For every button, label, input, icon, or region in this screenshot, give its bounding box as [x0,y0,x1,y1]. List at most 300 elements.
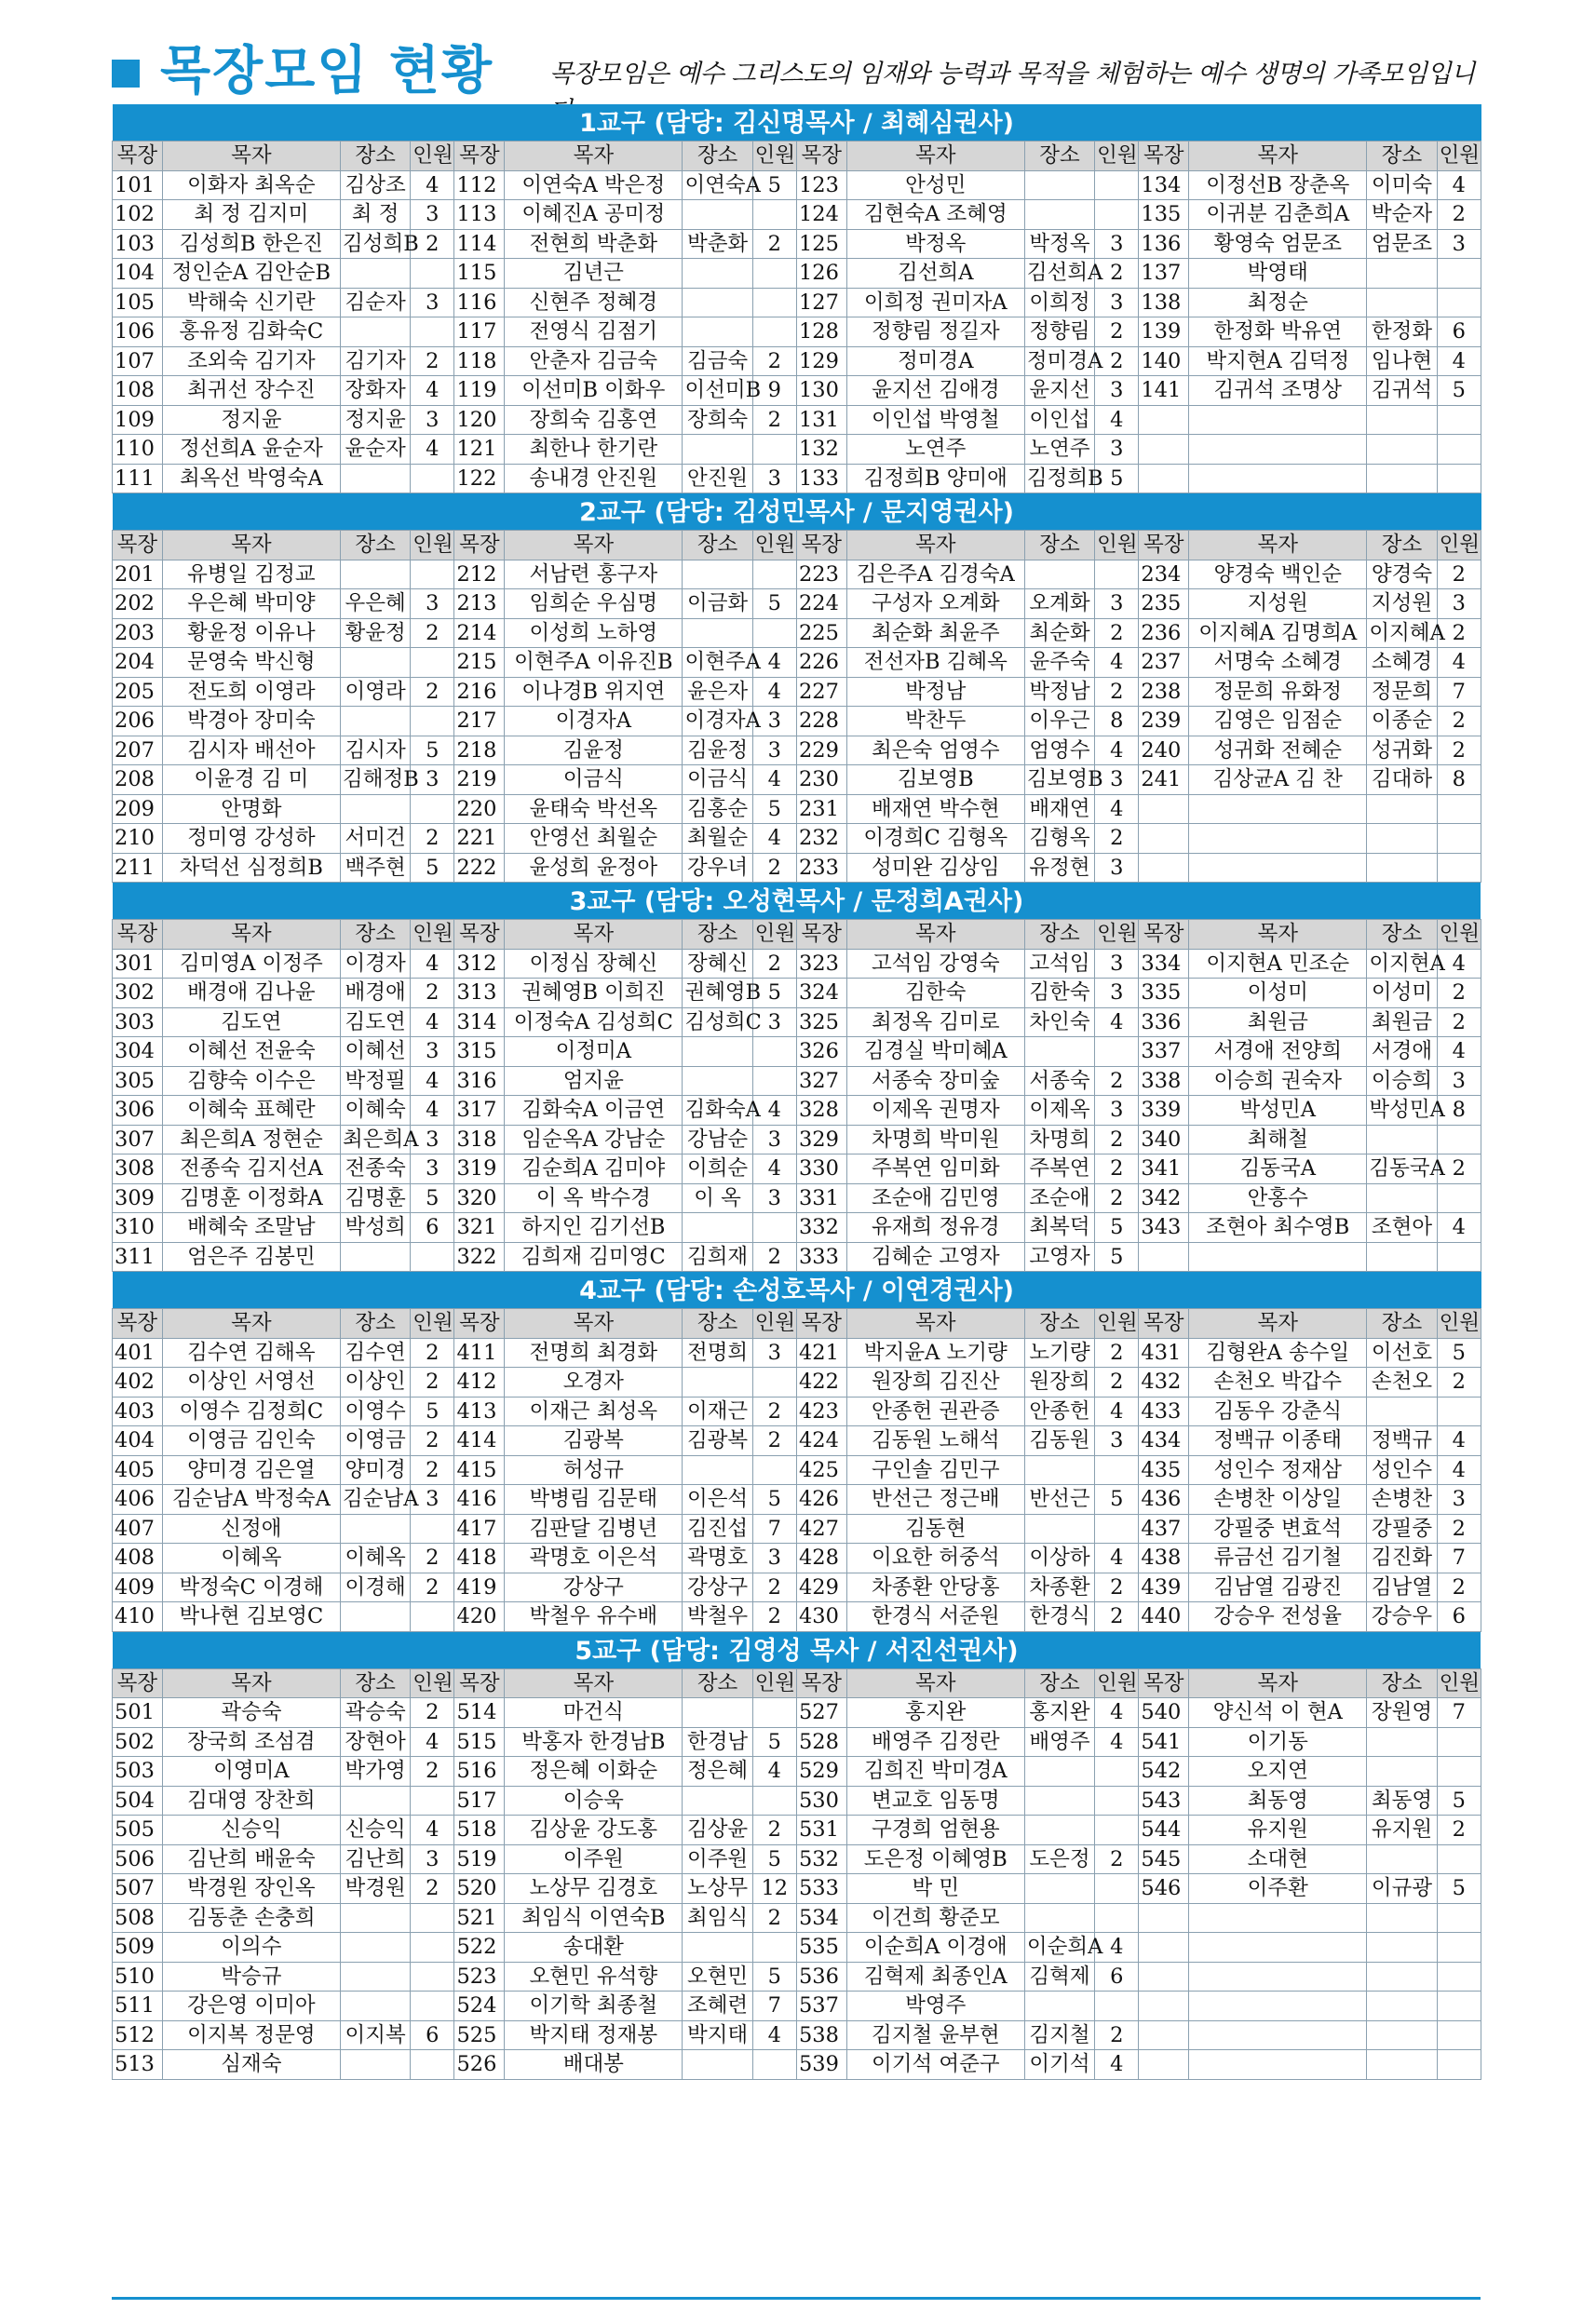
meeting-place: 김희재 [683,1242,752,1272]
leader-names [1189,1242,1367,1272]
leader-names: 전영식 김점기 [505,317,683,347]
member-count: 3 [411,589,454,619]
group-number: 205 [113,677,163,707]
column-header: 장소 [683,1668,752,1698]
leader-names: 김화숙A 이금연 [505,1096,683,1126]
leader-names: 이요한 허중석 [846,1544,1024,1573]
group-number: 138 [1139,288,1189,317]
table-row [113,1844,1481,1874]
meeting-place: 최월순 [683,824,752,854]
group-number: 506 [113,1844,163,1874]
meeting-place: 이혜선 [340,1037,410,1067]
column-header: 장소 [1367,1668,1437,1698]
meeting-place: 엄영수 [1024,736,1094,765]
column-header: 목자 [162,142,340,171]
meeting-place [683,1786,752,1816]
member-count: 5 [752,170,796,200]
member-count: 2 [1095,1844,1139,1874]
leader-names: 마건식 [505,1698,683,1728]
table-row [113,317,1481,347]
meeting-place: 김선희A [1024,259,1094,289]
column-header: 장소 [1024,1309,1094,1339]
meeting-place: 이금식 [683,765,752,795]
leader-names: 황윤정 이유나 [162,618,340,648]
column-header: 목장 [113,1668,163,1698]
group-number: 206 [113,707,163,736]
leader-names: 이영수 김정희C [162,1397,340,1426]
table-row [113,170,1481,200]
leader-names: 김향숙 이수은 [162,1066,340,1096]
group-number: 108 [113,376,163,406]
meeting-place [340,1786,410,1816]
column-header: 목자 [505,1309,683,1339]
meeting-place: 성귀화 [1367,736,1437,765]
meeting-place: 김기자 [340,346,410,376]
member-count [1437,2020,1481,2050]
member-count: 2 [752,1397,796,1426]
member-count: 3 [1095,376,1139,406]
meeting-place: 원장희 [1024,1368,1094,1398]
meeting-place: 박순자 [1367,200,1437,230]
leader-names: 황영숙 엄문조 [1189,229,1367,259]
leader-names: 김년근 [505,259,683,289]
table-row [113,200,1481,230]
leader-names: 김형완A 송수일 [1189,1338,1367,1368]
group-number: 538 [796,2020,846,2050]
member-count: 2 [1437,560,1481,589]
leader-names: 최원금 [1189,1007,1367,1037]
leader-names: 이귀분 김춘희A [1189,200,1367,230]
meeting-place [1024,560,1094,589]
group-number: 233 [796,853,846,883]
member-count: 3 [1095,1096,1139,1126]
table-row [113,288,1481,317]
table-row [113,1066,1481,1096]
column-header: 장소 [340,531,410,560]
leader-names [1189,2050,1367,2080]
leader-names: 하지인 김기선B [505,1213,683,1243]
leader-names: 신승익 [162,1816,340,1845]
leader-names: 이승희 권숙자 [1189,1066,1367,1096]
meeting-place: 이상하 [1024,1544,1094,1573]
column-header: 목자 [505,1668,683,1698]
meeting-place [340,1933,410,1963]
table-row [113,618,1481,648]
meeting-place: 이제옥 [1024,1096,1094,1126]
column-header: 목장 [454,1309,505,1339]
leader-names: 이혜진A 공미정 [505,200,683,230]
group-number: 439 [1139,1573,1189,1602]
group-number: 338 [1139,1066,1189,1096]
meeting-place: 이희순 [683,1154,752,1184]
table-row [113,824,1481,854]
meeting-place: 김상조 [340,170,410,200]
group-number: 532 [796,1844,846,1874]
group-number: 323 [796,949,846,979]
member-count: 4 [411,949,454,979]
group-number: 414 [454,1426,505,1456]
leader-names: 김희진 박미경A [846,1757,1024,1787]
table-row [113,677,1481,707]
group-number: 117 [454,317,505,347]
member-count: 4 [1437,1455,1481,1485]
meeting-place: 이성미 [1367,979,1437,1008]
member-count: 3 [752,1125,796,1154]
member-count [1095,1514,1139,1544]
member-count: 4 [411,1007,454,1037]
group-number: 234 [1139,560,1189,589]
group-number: 103 [113,229,163,259]
column-header: 목장 [1139,920,1189,950]
member-count [1437,853,1481,883]
meeting-place [1367,464,1437,493]
member-count: 2 [1095,677,1139,707]
meeting-place: 주복연 [1024,1154,1094,1184]
meeting-place: 이 옥 [683,1183,752,1213]
member-count [752,259,796,289]
leader-names: 신정애 [162,1514,340,1544]
meeting-place: 안진원 [683,464,752,493]
member-count: 3 [752,1183,796,1213]
group-number [1139,1962,1189,1992]
group-number: 225 [796,618,846,648]
meeting-place: 윤순자 [340,435,410,465]
member-count: 3 [411,765,454,795]
leader-names: 안종헌 권관증 [846,1397,1024,1426]
group-number: 331 [796,1183,846,1213]
column-header: 목자 [162,1309,340,1339]
member-count: 4 [1437,1213,1481,1243]
group-number: 316 [454,1066,505,1096]
group-number: 226 [796,648,846,678]
member-count: 3 [1095,949,1139,979]
leader-names: 박나현 김보영C [162,1602,340,1632]
group-number: 241 [1139,765,1189,795]
meeting-place [1367,1962,1437,1992]
group-number: 128 [796,317,846,347]
leader-names: 배경애 김나윤 [162,979,340,1008]
group-number: 533 [796,1874,846,1904]
member-count [1095,1903,1139,1933]
column-header: 장소 [1367,1309,1437,1339]
meeting-place: 이현주A [683,648,752,678]
meeting-place [340,1242,410,1272]
group-number: 503 [113,1757,163,1787]
member-count: 3 [1437,1485,1481,1515]
column-header: 인원 [1437,1309,1481,1339]
meeting-place: 김보영B [1024,765,1094,795]
meeting-place: 이희정 [1024,288,1094,317]
meeting-place [1367,1242,1437,1272]
leader-names: 한정화 박유연 [1189,317,1367,347]
meeting-place: 김한숙 [1024,979,1094,1008]
member-count [1437,1125,1481,1154]
leader-names [1189,794,1367,824]
member-count: 2 [1437,979,1481,1008]
meeting-place: 황윤정 [340,618,410,648]
meeting-place: 정백규 [1367,1426,1437,1456]
leader-names: 장희숙 김홍연 [505,405,683,435]
group-number: 340 [1139,1125,1189,1154]
leader-names: 최옥선 박영숙A [162,464,340,493]
table-row [113,1933,1481,1963]
leader-names: 이주환 [1189,1874,1367,1904]
member-count: 2 [752,1242,796,1272]
member-count: 2 [1437,736,1481,765]
group-number: 230 [796,765,846,795]
leader-names: 차덕선 심정희B [162,853,340,883]
group-number: 309 [113,1183,163,1213]
group-number: 509 [113,1933,163,1963]
meeting-place: 이지혜A [1367,618,1437,648]
member-count: 4 [752,1757,796,1787]
group-number [1139,435,1189,465]
member-count [1437,259,1481,289]
meeting-place: 반선근 [1024,1485,1094,1515]
group-number: 539 [796,2050,846,2080]
column-header: 장소 [340,1668,410,1698]
group-number: 315 [454,1037,505,1067]
leader-names: 송대환 [505,1933,683,1963]
group-number: 129 [796,346,846,376]
group-number: 201 [113,560,163,589]
member-count [1095,560,1139,589]
group-number: 240 [1139,736,1189,765]
member-count: 4 [1437,1426,1481,1456]
group-number: 412 [454,1368,505,1398]
leader-names: 이의수 [162,1933,340,1963]
leader-names: 박영태 [1189,259,1367,289]
group-number: 223 [796,560,846,589]
member-count [1437,1933,1481,1963]
leader-names: 권혜영B 이희진 [505,979,683,1008]
leader-names: 김미영A 이정주 [162,949,340,979]
member-count [1437,1903,1481,1933]
leader-names: 소대현 [1189,1844,1367,1874]
group-number: 313 [454,979,505,1008]
group-number: 530 [796,1786,846,1816]
meeting-place: 최임식 [683,1903,752,1933]
leader-names: 양경숙 백인순 [1189,560,1367,589]
member-count: 5 [752,1727,796,1757]
member-count: 2 [411,1368,454,1398]
meeting-place [1367,259,1437,289]
table-row [113,1338,1481,1368]
meeting-place: 김진섭 [683,1514,752,1544]
meeting-place: 박정남 [1024,677,1094,707]
table-row [113,1007,1481,1037]
member-count: 7 [752,1514,796,1544]
group-number: 317 [454,1096,505,1126]
meeting-place [1367,1183,1437,1213]
leader-names: 정은혜 이화순 [505,1757,683,1787]
table-row [113,2050,1481,2080]
table-row [113,1426,1481,1456]
group-number: 429 [796,1573,846,1602]
group-number: 436 [1139,1485,1189,1515]
group-number: 426 [796,1485,846,1515]
group-number: 110 [113,435,163,465]
member-count [411,707,454,736]
meeting-place: 박철우 [683,1602,752,1632]
column-header-row [113,1309,1481,1339]
leader-names: 최해철 [1189,1125,1367,1154]
leader-names: 손병찬 이상일 [1189,1485,1367,1515]
leader-names: 최정순 [1189,288,1367,317]
group-number: 121 [454,435,505,465]
group-number: 105 [113,288,163,317]
group-number: 405 [113,1455,163,1485]
group-number: 510 [113,1962,163,1992]
leader-names: 홍지완 [846,1698,1024,1728]
leader-names: 배대봉 [505,2050,683,2080]
group-number: 416 [454,1485,505,1515]
member-count: 2 [752,1426,796,1456]
group-number: 418 [454,1544,505,1573]
member-count: 2 [1437,707,1481,736]
meeting-place [683,560,752,589]
meeting-place: 김혁제 [1024,1962,1094,1992]
member-count: 4 [1437,346,1481,376]
group-number: 239 [1139,707,1189,736]
group-number: 127 [796,288,846,317]
group-number: 237 [1139,648,1189,678]
member-count: 3 [752,1338,796,1368]
leader-names: 곽명호 이은석 [505,1544,683,1573]
column-header: 장소 [683,1309,752,1339]
meeting-place: 서경애 [1367,1037,1437,1067]
group-number [1139,2050,1189,2080]
meeting-place [683,435,752,465]
member-count: 3 [1095,288,1139,317]
column-header: 인원 [1095,1668,1139,1698]
member-count: 2 [752,1816,796,1845]
meeting-place [683,1037,752,1067]
group-number: 438 [1139,1544,1189,1573]
leader-names: 이현주A 이유진B [505,648,683,678]
table-row [113,1786,1481,1816]
column-header: 인원 [1437,1668,1481,1698]
leader-names: 강상구 [505,1573,683,1602]
page-subtitle: 목장모임은 예수 그리스도의 임재와 능력과 목적을 체험하는 예수 생명의 가족모임입니 [549,60,1475,88]
group-number: 122 [454,464,505,493]
member-count: 9 [752,376,796,406]
meeting-place [340,1514,410,1544]
meeting-place: 배영주 [1024,1727,1094,1757]
member-count [1437,405,1481,435]
column-header: 목자 [505,531,683,560]
meeting-place: 정지윤 [340,405,410,435]
table-row [113,1397,1481,1426]
meeting-place: 박춘화 [683,229,752,259]
table-row [113,435,1481,465]
leader-names: 김동국A [1189,1154,1367,1184]
column-header: 인원 [752,531,796,560]
meeting-place: 정향림 [1024,317,1094,347]
leader-names: 윤지선 김애경 [846,376,1024,406]
table-row [113,765,1481,795]
district-title: 4교구 (담당: 손성호목사 / 이연경권사) [113,1274,1481,1309]
leader-names: 김도연 [162,1007,340,1037]
leader-names: 김혁제 최종인A [846,1962,1024,1992]
group-number: 525 [454,2020,505,2050]
member-count: 3 [1095,589,1139,619]
group-number: 428 [796,1544,846,1573]
member-count: 3 [752,736,796,765]
meeting-place [340,1992,410,2021]
leader-names: 이윤경 김 미 [162,765,340,795]
meeting-place: 이경자 [340,949,410,979]
member-count: 3 [752,1544,796,1573]
group-number: 437 [1139,1514,1189,1544]
member-count: 2 [752,229,796,259]
leader-names: 이제옥 권명자 [846,1096,1024,1126]
meeting-place: 윤주숙 [1024,648,1094,678]
group-number: 208 [113,765,163,795]
meeting-place: 조혜련 [683,1992,752,2021]
meeting-place: 이영라 [340,677,410,707]
member-count: 4 [1095,1397,1139,1426]
member-count [1095,1816,1139,1845]
meeting-place: 이재근 [683,1397,752,1426]
group-number: 141 [1139,376,1189,406]
group-number [1139,853,1189,883]
leader-names: 조현아 최수영B [1189,1213,1367,1243]
leader-names: 전도희 이영라 [162,677,340,707]
group-number: 423 [796,1397,846,1426]
leader-names: 강은영 이미아 [162,1992,340,2021]
leader-names: 원장희 김진산 [846,1368,1024,1398]
meeting-place [683,1455,752,1485]
meeting-place: 김윤정 [683,736,752,765]
leader-names [1189,1903,1367,1933]
leader-names: 박지현A 김덕정 [1189,346,1367,376]
group-number: 102 [113,200,163,230]
group-number: 520 [454,1874,505,1904]
table-row [113,1573,1481,1602]
meeting-place: 전종숙 [340,1154,410,1184]
table-row [113,1727,1481,1757]
table-row [113,346,1481,376]
member-count: 5 [1437,376,1481,406]
column-header: 인원 [1095,920,1139,950]
leader-names: 이지혜A 김명희A [1189,618,1367,648]
meeting-place: 박가영 [340,1757,410,1787]
meeting-place [340,2050,410,2080]
meeting-place: 안종헌 [1024,1397,1094,1426]
group-number: 504 [113,1786,163,1816]
leader-names [1189,435,1367,465]
meeting-place: 김남열 [1367,1573,1437,1602]
group-number: 325 [796,1007,846,1037]
meeting-place: 김수연 [340,1338,410,1368]
meeting-place: 이혜옥 [340,1544,410,1573]
leader-names: 이정숙A 김성희C [505,1007,683,1037]
column-header: 장소 [1024,920,1094,950]
member-count: 2 [1437,1816,1481,1845]
meeting-place: 최 정 [340,200,410,230]
member-count: 2 [752,1903,796,1933]
member-count: 4 [1095,1544,1139,1573]
group-number: 130 [796,376,846,406]
group-number: 403 [113,1397,163,1426]
member-count [1437,1992,1481,2021]
leader-names: 이경자A [505,707,683,736]
group-number: 327 [796,1066,846,1096]
leader-names: 이나경B 위지연 [505,677,683,707]
meeting-place [340,1903,410,1933]
column-header: 목자 [162,531,340,560]
